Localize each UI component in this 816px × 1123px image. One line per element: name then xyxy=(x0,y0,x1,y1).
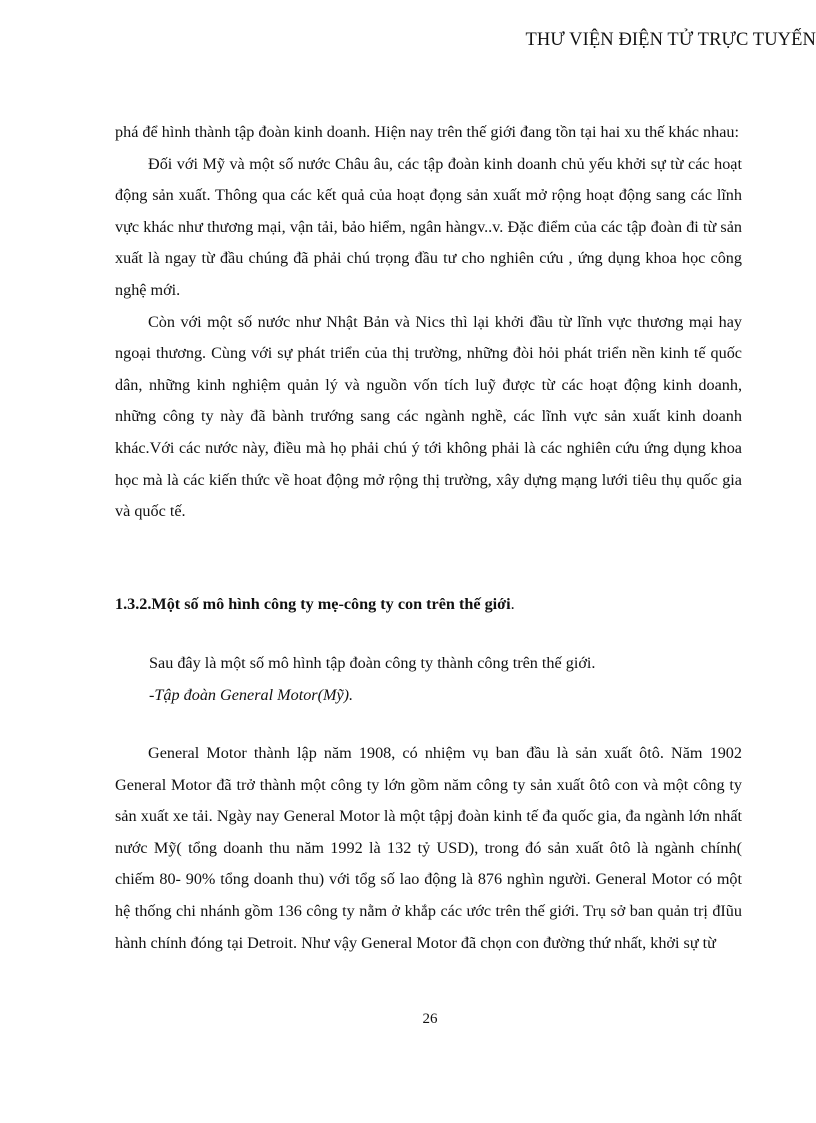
paragraph-usa-europe: Đối với Mỹ và một số nước Châu âu, các tập đoàn kinh doanh chủ yếu khởi sự từ các hoạt động sản xuất. Thông qua các kết quả của hoạt đọng sản xuất mở rộng hoạt động sang các lĩnh vực khác như thương mại, vận tải, bảo hiểm, ngân hàngv..v. Đặc điểm của các tập đoàn đi từ sản xuất là ngay từ đầu chúng đã phải chú trọng đầu tư cho nghiên cứu , ứng dụng khoa học công nghệ mới. xyxy=(115,154,742,299)
paragraph-japan-nics: Còn với một số nước như Nhật Bản và Nics thì lại khởi đầu từ lĩnh vực thương mại hay ngoại thương. Cùng với sự phát triển của thị trường, những đòi hỏi phát triển nền kinh tế quốc dân, những kinh nghiệm quản lý và nguồn vốn tích luỹ được từ các hoạt động kinh doanh, những công ty này đã bành trướng sang các ngành nghề, các lĩnh vực sản xuất kinh doanh khác.Với các nước này, điều mà họ phải chú ý tới không phải là các nghiên cứu ứng dụng khoa học mà là các kiến thức về hoat động mở rộng thị trường, xây dựng mạng lưới tiêu thụ quốc gia và quốc tế. xyxy=(115,312,742,521)
body-section-1 xyxy=(115,117,742,528)
paragraph-continuation: phá để hình thành tập đoàn kinh doanh. Hiện nay trên thế giới đang tồn tại hai xu thế khác nhau: xyxy=(115,123,739,141)
intro-sentence: Sau đây là một số mô hình tập đoàn công ty thành công trên thế giới. xyxy=(149,654,596,672)
subheading-general-motor: -Tập đoàn General Motor(Mỹ). xyxy=(149,685,354,704)
page-number: 26 xyxy=(422,1011,438,1027)
section-intro xyxy=(149,648,595,711)
paragraph-general-motor: General Motor thành lập năm 1908, có nhiệm vụ ban đầu là sản xuất ôtô. Năm 1902 General Motor đã trở thành một công ty lớn gồm năm công ty sản xuất ôtô con và một công ty sản xuất xe tải. Ngày nay General Motor là một tậpj đoàn kinh tế đa quốc gia, đa ngành lớn nhất nước Mỹ( tổng doanh thu năm 1992 là 132 tỷ USD), trong đó sản xuất ôtô là ngành chính( chiếm 80- 90% tổng doanh thu) với tổg số lao động là 876 nghìn người. General Motor có một hệ thống chi nhánh gồm 136 công ty nằm ở khắp các ước trên thế giới. Trụ sở ban quản trị đIũu hành chính đóng tại Detroit. Như vậy General Motor đã chọn con đường thứ nhất, khởi sự từ xyxy=(115,744,742,952)
body-section-2 xyxy=(115,738,742,959)
section-heading-text: 1.3.2.Một số mô hình công ty mẹ-công ty con trên thế giới xyxy=(115,595,511,613)
section-heading-period: . xyxy=(510,595,515,613)
page-header: THƯ VIỆN ĐIỆN TỬ TRỰC TUYẾN xyxy=(525,30,816,50)
section-heading xyxy=(115,589,515,621)
